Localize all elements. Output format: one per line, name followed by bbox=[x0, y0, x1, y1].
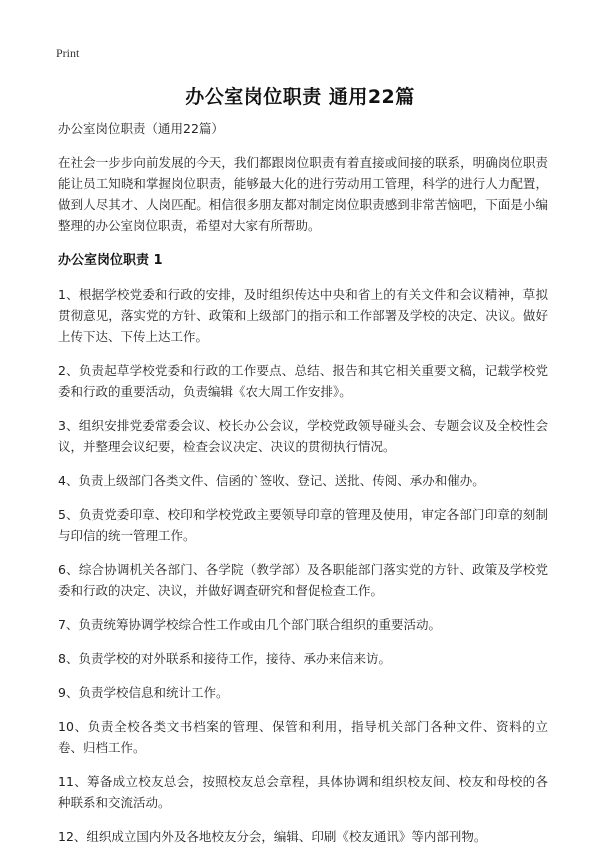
intro-paragraph: 在社会一步步向前发展的今天，我们都跟岗位职责有着直接或间接的联系，明确岗位职责能让员工知晓和掌握岗位职责，能够最大化的进行劳动用工管理，科学的进行人力配置，做到人尽其才、人岗匹配。相信很多朋友都对制定岗位职责感到非常苦恼吧，下面是小编整理的办公室岗位职责，希望对大家有所帮助。 bbox=[58, 155, 548, 233]
section-heading: 办公室岗位职责 1 bbox=[58, 253, 163, 268]
duty-item-8: 8、负责学校的对外联系和接待工作，接待、承办来信来访。 bbox=[58, 651, 391, 666]
duty-item-6: 6、综合协调机关各部门、各学院（教学部）及各职能部门落实党的方针、政策及学校党委和行政的决定、决议，并做好调查研究和督促检查工作。 bbox=[58, 562, 548, 598]
duty-item-5: 5、负责党委印章、校印和学校党政主要领导印章的管理及使用，审定各部门印章的刻制与印信的统一管理工作。 bbox=[58, 507, 548, 543]
duty-item-4: 4、负责上级部门各类文件、信函的`签收、登记、送批、传阅、承办和催办。 bbox=[58, 473, 485, 488]
duty-item-10: 10、负责全校各类文书档案的管理、保管和利用，指导机关部门各种文件、资料的立卷、归档工作。 bbox=[58, 719, 548, 755]
document-subtitle: 办公室岗位职责（通用22篇） bbox=[58, 121, 224, 136]
duty-item-12: 12、组织成立国内外及各地校友分会，编辑、印刷《校友通讯》等内部刊物。 bbox=[58, 829, 487, 844]
duty-item-9: 9、负责学校信息和统计工作。 bbox=[58, 685, 229, 700]
duty-item-11: 11、筹备成立校友总会，按照校友总会章程，具体协调和组织校友间、校友和母校的各种联系和交流活动。 bbox=[58, 774, 548, 810]
duty-item-7: 7、负责统筹协调学校综合性工作或由几个部门联合组织的重要活动。 bbox=[58, 617, 441, 632]
duty-item-3: 3、组织安排党委常委会议、校长办公会议，学校党政领导碰头会、专题会议及全校性会议，并整理会议纪要，检查会议决定、决议的贯彻执行情况。 bbox=[58, 418, 548, 454]
duty-item-2: 2、负责起草学校党委和行政的工作要点、总结、报告和其它相关重要文稿，记载学校党委和行政的重要活动，负责编辑《农大周工作安排》。 bbox=[58, 363, 548, 399]
duty-item-1: 1、根据学校党委和行政的安排，及时组织传达中央和省上的有关文件和会议精神，草拟贯彻意见，落实党的方针、政策和上级部门的指示和工作部署及学校的决定、决议。做好上传下达、下传上达工作。 bbox=[58, 287, 548, 344]
document-body bbox=[58, 120, 548, 860]
document-title: 办公室岗位职责 通用22篇 bbox=[185, 86, 415, 108]
print-label: Print bbox=[56, 46, 80, 60]
